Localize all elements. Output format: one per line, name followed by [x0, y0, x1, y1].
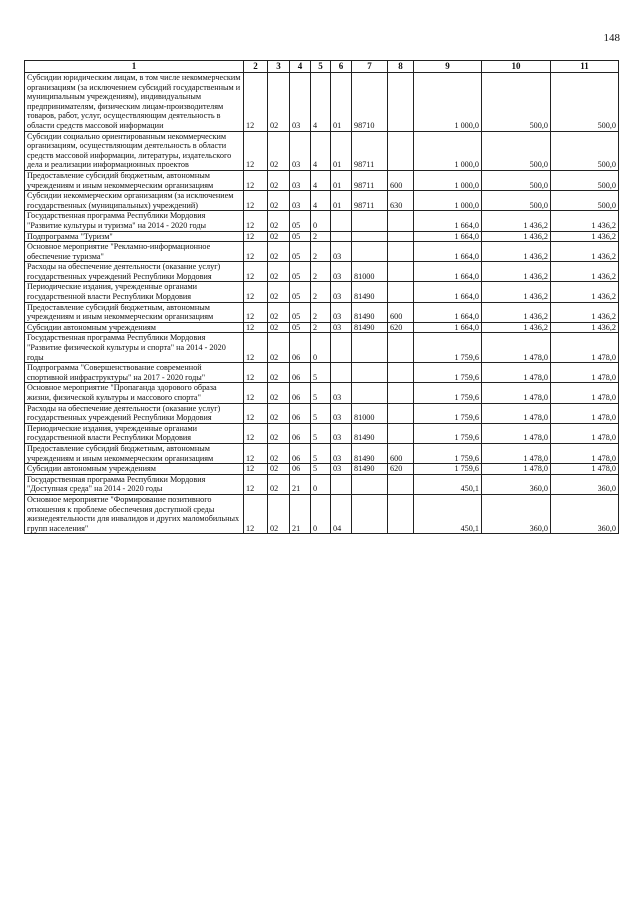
row-code-cell: 02: [268, 170, 290, 190]
row-code-cell: [331, 474, 352, 494]
column-header: 5: [311, 61, 331, 73]
row-amount-cell: 1 664,0: [414, 302, 482, 322]
row-amount-cell: 1 478,0: [482, 333, 551, 363]
row-code-cell: [331, 231, 352, 242]
row-code-cell: 04: [331, 494, 352, 533]
row-amount-cell: 1 436,2: [482, 302, 551, 322]
row-amount-cell: 1 759,6: [414, 403, 482, 423]
table-row: [25, 383, 619, 403]
row-amount-cell: 360,0: [551, 474, 619, 494]
row-name-cell: Расходы на обеспечение деятельности (оказание услуг) государственных учреждений Республики Мордовия: [25, 262, 244, 282]
row-amount-cell: 1 436,2: [482, 262, 551, 282]
row-code-cell: 5: [311, 423, 331, 443]
row-name-cell: Государственная программа Республики Мордовия "Развитие культуры и туризма" на 2014 - 2020 годы: [25, 211, 244, 231]
table-row: [25, 443, 619, 463]
row-code-cell: [388, 262, 414, 282]
row-code-cell: 12: [244, 443, 268, 463]
row-code-cell: 01: [331, 191, 352, 211]
row-amount-cell: 1 664,0: [414, 231, 482, 242]
row-amount-cell: 1 436,2: [551, 282, 619, 302]
row-code-cell: 03: [331, 302, 352, 322]
column-header: 10: [482, 61, 551, 73]
row-amount-cell: 360,0: [482, 474, 551, 494]
row-name-cell: Основное мероприятие "Пропаганда здорового образа жизни, физической культуры и массового спорта": [25, 383, 244, 403]
row-code-cell: 12: [244, 302, 268, 322]
row-code-cell: 2: [311, 282, 331, 302]
row-code-cell: [388, 363, 414, 383]
row-name-cell: Подпрограмма "Совершенствование современной спортивной инфраструктуры" на 2017 - 2020 годы": [25, 363, 244, 383]
row-code-cell: 81490: [352, 302, 388, 322]
row-code-cell: 12: [244, 73, 268, 132]
row-code-cell: 21: [290, 494, 311, 533]
row-code-cell: 01: [331, 73, 352, 132]
row-amount-cell: 1 478,0: [482, 363, 551, 383]
row-code-cell: 02: [268, 302, 290, 322]
row-code-cell: [352, 242, 388, 262]
row-code-cell: 02: [268, 322, 290, 333]
row-code-cell: 5: [311, 403, 331, 423]
row-code-cell: 5: [311, 464, 331, 475]
row-code-cell: 2: [311, 322, 331, 333]
row-code-cell: 81490: [352, 282, 388, 302]
row-code-cell: 03: [290, 191, 311, 211]
budget-table: [24, 60, 619, 534]
row-code-cell: 02: [268, 211, 290, 231]
row-code-cell: 5: [311, 363, 331, 383]
row-code-cell: 2: [311, 242, 331, 262]
row-code-cell: 03: [331, 423, 352, 443]
row-code-cell: 03: [331, 322, 352, 333]
row-code-cell: 03: [331, 282, 352, 302]
table-row: [25, 333, 619, 363]
row-code-cell: 12: [244, 464, 268, 475]
row-code-cell: 98711: [352, 131, 388, 170]
row-code-cell: [388, 333, 414, 363]
row-amount-cell: 1 436,2: [482, 322, 551, 333]
row-code-cell: 06: [290, 363, 311, 383]
row-amount-cell: 1 478,0: [551, 464, 619, 475]
column-header: 2: [244, 61, 268, 73]
row-name-cell: Субсидии автономным учреждениям: [25, 464, 244, 475]
row-code-cell: [388, 282, 414, 302]
row-code-cell: 12: [244, 333, 268, 363]
row-amount-cell: 1 478,0: [482, 383, 551, 403]
row-code-cell: 03: [290, 131, 311, 170]
row-code-cell: [331, 333, 352, 363]
row-code-cell: 4: [311, 131, 331, 170]
row-amount-cell: 1 759,6: [414, 443, 482, 463]
row-code-cell: [352, 363, 388, 383]
row-code-cell: 02: [268, 262, 290, 282]
page-number: 148: [603, 32, 620, 44]
row-code-cell: 0: [311, 494, 331, 533]
row-code-cell: 03: [331, 383, 352, 403]
row-code-cell: 98711: [352, 191, 388, 211]
table-row: [25, 191, 619, 211]
row-name-cell: Субсидии социально ориентированным некоммерческим организациям, осуществляющим деятельность в области средств массовой информации, литературы, издательского дела и реализации информационных проектов: [25, 131, 244, 170]
row-code-cell: 12: [244, 494, 268, 533]
row-code-cell: 05: [290, 322, 311, 333]
row-code-cell: [331, 363, 352, 383]
table-row: [25, 363, 619, 383]
row-name-cell: Периодические издания, учрежденные органами государственной власти Республики Мордовия: [25, 423, 244, 443]
row-amount-cell: 450,1: [414, 474, 482, 494]
row-amount-cell: 1 000,0: [414, 131, 482, 170]
row-name-cell: Предоставление субсидий бюджетным, автономным учреждениям и иным некоммерческим организациям: [25, 302, 244, 322]
row-code-cell: 12: [244, 363, 268, 383]
row-code-cell: [388, 474, 414, 494]
row-name-cell: Основное мероприятие "Рекламно-информационное обеспечение туризма": [25, 242, 244, 262]
row-amount-cell: 500,0: [482, 170, 551, 190]
row-code-cell: 81000: [352, 403, 388, 423]
column-header: 8: [388, 61, 414, 73]
row-code-cell: [352, 333, 388, 363]
row-code-cell: 02: [268, 231, 290, 242]
row-code-cell: 06: [290, 333, 311, 363]
row-name-cell: Основное мероприятие "Формирование позитивного отношения к проблеме обеспечения доступной среды жизнедеятельности для инвалидов и других маломобильных групп населения": [25, 494, 244, 533]
row-code-cell: [352, 383, 388, 403]
row-code-cell: 02: [268, 443, 290, 463]
row-code-cell: 12: [244, 170, 268, 190]
row-code-cell: 02: [268, 242, 290, 262]
row-amount-cell: 1 664,0: [414, 262, 482, 282]
column-header: 7: [352, 61, 388, 73]
row-amount-cell: 500,0: [551, 131, 619, 170]
header-row: [25, 61, 619, 73]
row-code-cell: 0: [311, 333, 331, 363]
row-amount-cell: 500,0: [482, 131, 551, 170]
row-code-cell: [352, 231, 388, 242]
row-code-cell: 05: [290, 231, 311, 242]
row-code-cell: 05: [290, 282, 311, 302]
row-amount-cell: 1 478,0: [551, 403, 619, 423]
row-code-cell: 81490: [352, 443, 388, 463]
row-amount-cell: 1 478,0: [482, 403, 551, 423]
row-code-cell: [388, 242, 414, 262]
row-amount-cell: 450,1: [414, 494, 482, 533]
row-amount-cell: 1 478,0: [551, 363, 619, 383]
row-code-cell: 81490: [352, 322, 388, 333]
table-row: [25, 322, 619, 333]
row-name-cell: Периодические издания, учрежденные органами государственной власти Республики Мордовия: [25, 282, 244, 302]
row-name-cell: Расходы на обеспечение деятельности (оказание услуг) государственных учреждений Республики Мордовия: [25, 403, 244, 423]
row-amount-cell: 500,0: [482, 73, 551, 132]
row-code-cell: 02: [268, 73, 290, 132]
row-code-cell: 12: [244, 383, 268, 403]
column-header: 9: [414, 61, 482, 73]
row-code-cell: [352, 474, 388, 494]
row-code-cell: 12: [244, 403, 268, 423]
row-code-cell: 02: [268, 403, 290, 423]
row-amount-cell: 1 664,0: [414, 211, 482, 231]
row-amount-cell: 1 436,2: [482, 231, 551, 242]
row-code-cell: 12: [244, 262, 268, 282]
row-amount-cell: 1 436,2: [551, 242, 619, 262]
row-amount-cell: 1 436,2: [551, 231, 619, 242]
row-code-cell: [388, 211, 414, 231]
row-code-cell: 5: [311, 383, 331, 403]
row-code-cell: 4: [311, 170, 331, 190]
row-code-cell: 81490: [352, 423, 388, 443]
row-amount-cell: 1 436,2: [482, 211, 551, 231]
row-code-cell: 12: [244, 282, 268, 302]
row-code-cell: 05: [290, 302, 311, 322]
row-code-cell: 06: [290, 423, 311, 443]
row-amount-cell: 500,0: [482, 191, 551, 211]
row-code-cell: 0: [311, 211, 331, 231]
row-code-cell: 12: [244, 131, 268, 170]
row-code-cell: [331, 211, 352, 231]
row-code-cell: 02: [268, 423, 290, 443]
row-amount-cell: 1 436,2: [551, 322, 619, 333]
table-row: [25, 302, 619, 322]
row-code-cell: 600: [388, 302, 414, 322]
row-code-cell: 81000: [352, 262, 388, 282]
row-amount-cell: 500,0: [551, 73, 619, 132]
row-amount-cell: 1 478,0: [482, 443, 551, 463]
row-code-cell: 02: [268, 363, 290, 383]
row-amount-cell: 500,0: [551, 170, 619, 190]
table-row: [25, 170, 619, 190]
row-code-cell: 4: [311, 73, 331, 132]
row-amount-cell: 1 478,0: [482, 423, 551, 443]
row-amount-cell: 1 478,0: [482, 464, 551, 475]
row-amount-cell: 1 759,6: [414, 423, 482, 443]
row-code-cell: 98710: [352, 73, 388, 132]
row-code-cell: 05: [290, 211, 311, 231]
row-code-cell: 5: [311, 443, 331, 463]
row-code-cell: 600: [388, 443, 414, 463]
row-code-cell: 06: [290, 443, 311, 463]
row-code-cell: 2: [311, 231, 331, 242]
row-code-cell: 12: [244, 242, 268, 262]
row-amount-cell: 1 436,2: [551, 211, 619, 231]
row-code-cell: 02: [268, 282, 290, 302]
row-code-cell: 03: [290, 170, 311, 190]
table-row: [25, 464, 619, 475]
row-code-cell: [352, 494, 388, 533]
row-code-cell: 620: [388, 464, 414, 475]
column-header: 3: [268, 61, 290, 73]
row-code-cell: 05: [290, 242, 311, 262]
row-code-cell: 12: [244, 474, 268, 494]
row-code-cell: 12: [244, 211, 268, 231]
row-code-cell: 630: [388, 191, 414, 211]
row-amount-cell: 1 759,6: [414, 383, 482, 403]
row-amount-cell: 1 759,6: [414, 333, 482, 363]
row-code-cell: 12: [244, 423, 268, 443]
row-amount-cell: 1 436,2: [551, 262, 619, 282]
row-amount-cell: 1 664,0: [414, 242, 482, 262]
row-code-cell: 02: [268, 464, 290, 475]
row-name-cell: Предоставление субсидий бюджетным, автономным учреждениям и иным некоммерческим организациям: [25, 443, 244, 463]
row-code-cell: 03: [331, 403, 352, 423]
row-code-cell: 81490: [352, 464, 388, 475]
column-header: 11: [551, 61, 619, 73]
row-amount-cell: 1 759,6: [414, 464, 482, 475]
table-row: [25, 242, 619, 262]
row-code-cell: 12: [244, 231, 268, 242]
row-amount-cell: 1 000,0: [414, 73, 482, 132]
row-name-cell: Субсидии юридическим лицам, в том числе некоммерческим организациям (за исключением субсидий государственным и муниципальным учреждениям), индивидуальным предпринимателям, физическим лицам-производителям товаров, работ, услуг, осуществляющим деятельность в области средств массовой информации: [25, 73, 244, 132]
row-code-cell: [352, 211, 388, 231]
row-code-cell: [388, 131, 414, 170]
row-name-cell: Предоставление субсидий бюджетным, автономным учреждениям и иным некоммерческим организациям: [25, 170, 244, 190]
table-row: [25, 211, 619, 231]
table-row: [25, 131, 619, 170]
row-code-cell: 03: [331, 464, 352, 475]
row-code-cell: 03: [290, 73, 311, 132]
row-code-cell: 4: [311, 191, 331, 211]
row-code-cell: 01: [331, 170, 352, 190]
row-amount-cell: 500,0: [551, 191, 619, 211]
row-amount-cell: 1 000,0: [414, 191, 482, 211]
row-code-cell: [388, 494, 414, 533]
row-name-cell: Государственная программа Республики Мордовия "Развитие физической культуры и спорта" на 2014 - 2020 годы: [25, 333, 244, 363]
column-header: 4: [290, 61, 311, 73]
row-code-cell: 2: [311, 302, 331, 322]
row-amount-cell: 1 436,2: [551, 302, 619, 322]
row-amount-cell: 1 478,0: [551, 443, 619, 463]
row-code-cell: [388, 403, 414, 423]
row-code-cell: 05: [290, 262, 311, 282]
row-code-cell: 02: [268, 494, 290, 533]
table-row: [25, 73, 619, 132]
row-code-cell: 06: [290, 464, 311, 475]
row-code-cell: [388, 383, 414, 403]
row-code-cell: 03: [331, 242, 352, 262]
row-code-cell: 06: [290, 403, 311, 423]
row-name-cell: Государственная программа Республики Мордовия "Доступная среда" на 2014 - 2020 годы: [25, 474, 244, 494]
table-row: [25, 231, 619, 242]
table-row: [25, 282, 619, 302]
row-code-cell: 2: [311, 262, 331, 282]
row-amount-cell: 1 478,0: [551, 333, 619, 363]
column-header: 1: [25, 61, 244, 73]
row-name-cell: Субсидии некоммерческим организациям (за исключением государственных (муниципальных) учреждений): [25, 191, 244, 211]
row-code-cell: 02: [268, 474, 290, 494]
row-code-cell: 0: [311, 474, 331, 494]
table-row: [25, 403, 619, 423]
row-code-cell: 02: [268, 131, 290, 170]
row-code-cell: 02: [268, 333, 290, 363]
row-code-cell: [388, 73, 414, 132]
row-code-cell: [388, 231, 414, 242]
row-amount-cell: 1 000,0: [414, 170, 482, 190]
row-amount-cell: 1 478,0: [551, 423, 619, 443]
column-header: 6: [331, 61, 352, 73]
row-amount-cell: 1 664,0: [414, 322, 482, 333]
row-code-cell: [388, 423, 414, 443]
row-name-cell: Подпрограмма "Туризм": [25, 231, 244, 242]
row-amount-cell: 1 436,2: [482, 282, 551, 302]
row-code-cell: 620: [388, 322, 414, 333]
row-code-cell: 12: [244, 191, 268, 211]
row-code-cell: 01: [331, 131, 352, 170]
row-name-cell: Субсидии автономным учреждениям: [25, 322, 244, 333]
row-code-cell: 03: [331, 262, 352, 282]
row-amount-cell: 1 664,0: [414, 282, 482, 302]
table-row: [25, 262, 619, 282]
row-code-cell: 600: [388, 170, 414, 190]
row-code-cell: 06: [290, 383, 311, 403]
row-code-cell: 02: [268, 191, 290, 211]
table-row: [25, 423, 619, 443]
row-amount-cell: 360,0: [482, 494, 551, 533]
row-amount-cell: 1 436,2: [482, 242, 551, 262]
row-code-cell: 21: [290, 474, 311, 494]
row-code-cell: 98711: [352, 170, 388, 190]
row-code-cell: 02: [268, 383, 290, 403]
row-amount-cell: 1 478,0: [551, 383, 619, 403]
table-row: [25, 474, 619, 494]
row-amount-cell: 1 759,6: [414, 363, 482, 383]
table-row: [25, 494, 619, 533]
row-code-cell: 03: [331, 443, 352, 463]
row-amount-cell: 360,0: [551, 494, 619, 533]
row-code-cell: 12: [244, 322, 268, 333]
